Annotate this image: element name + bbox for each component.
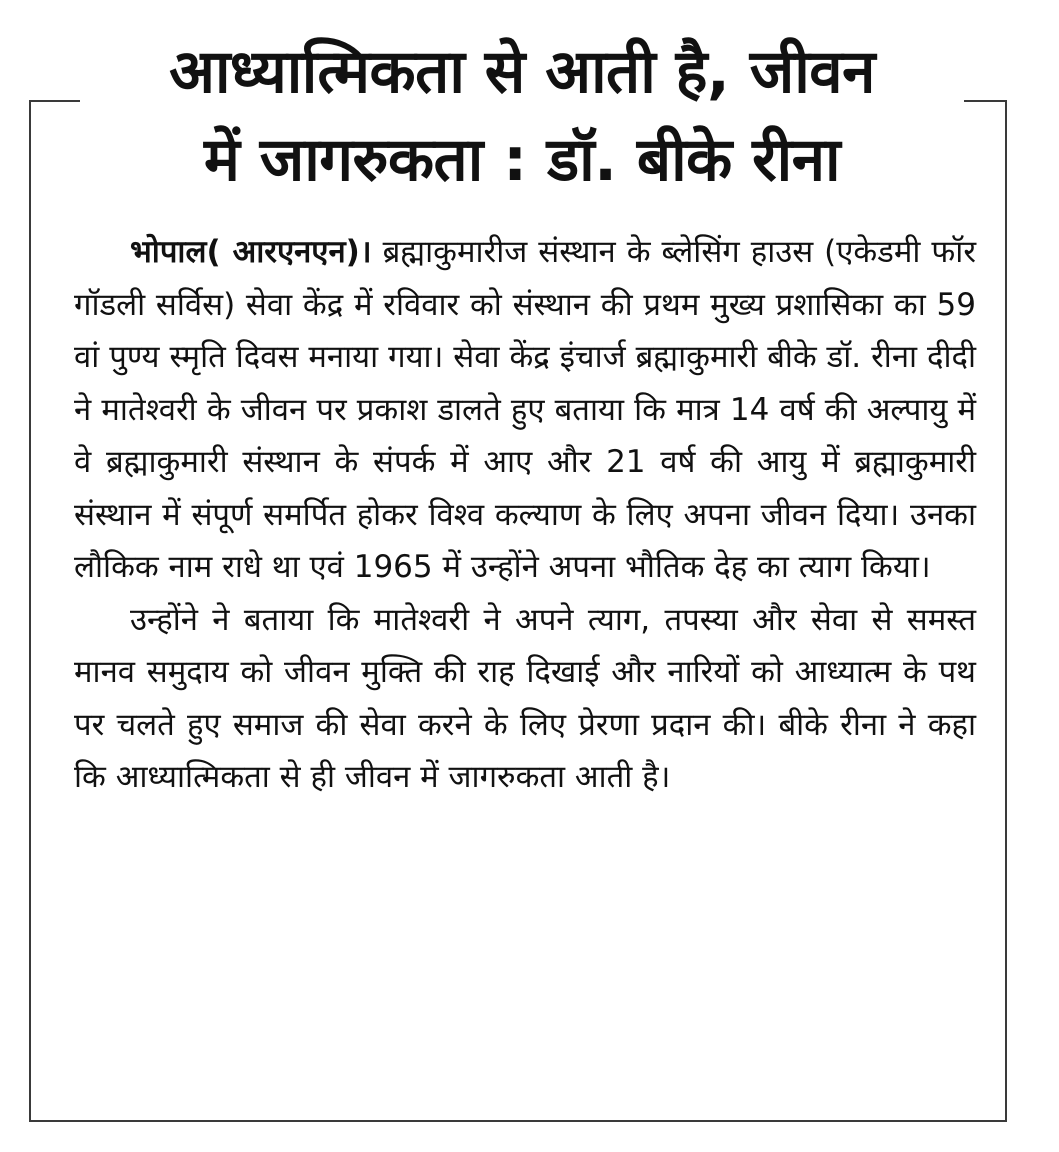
- article-body: [74, 226, 976, 804]
- dateline: भोपाल( आरएनएन)।: [130, 234, 372, 270]
- headline-line-1: आध्यात्मिकता से आती है, जीवन: [169, 37, 875, 107]
- headline-line-2: में जागरुकता : डॉ. बीके रीना: [203, 125, 841, 195]
- paragraph-1-text: ब्रह्माकुमारीज संस्थान के ब्लेसिंग हाउस (एकेडमी फॉर गॉडली सर्विस) सेवा केंद्र में रविवार को संस्थान की प्रथम मुख्य प्रशासिका का 59 वां पुण्य स्मृति दिवस मनाया गया। सेवा केंद्र इंचार्ज ब्रह्माकुमारी बीके डॉ. रीना दीदी ने मातेश्वरी के जीवन पर प्रकाश डालते हुए बताया कि मात्र 14 वर्ष की अल्पायु में वे ब्रह्माकुमारी संस्थान के संपर्क में आए और 21 वर्ष की आयु में ब्रह्माकुमारी संस्थान में संपूर्ण समर्पित होकर विश्व कल्याण के लिए अपना जीवन दिया। उनका लौकिक नाम राधे था एवं 1965 में उन्होंने अपना भौतिक देह का त्याग किया।: [74, 234, 976, 585]
- headline: [80, 28, 964, 204]
- headline-block: [80, 24, 964, 210]
- paragraph-1: [74, 226, 976, 594]
- paragraph-2: उन्होंने ने बताया कि मातेश्वरी ने अपने त्याग, तपस्या और सेवा से समस्त मानव समुदाय को जीवन मुक्ति की राह दिखाई और नारियों को आध्यात्म के पथ पर चलते हुए समाज की सेवा करने के लिए प्रेरणा प्रदान की। बीके रीना ने कहा कि आध्यात्मिकता से ही जीवन में जागरुकता आती है।: [74, 601, 976, 795]
